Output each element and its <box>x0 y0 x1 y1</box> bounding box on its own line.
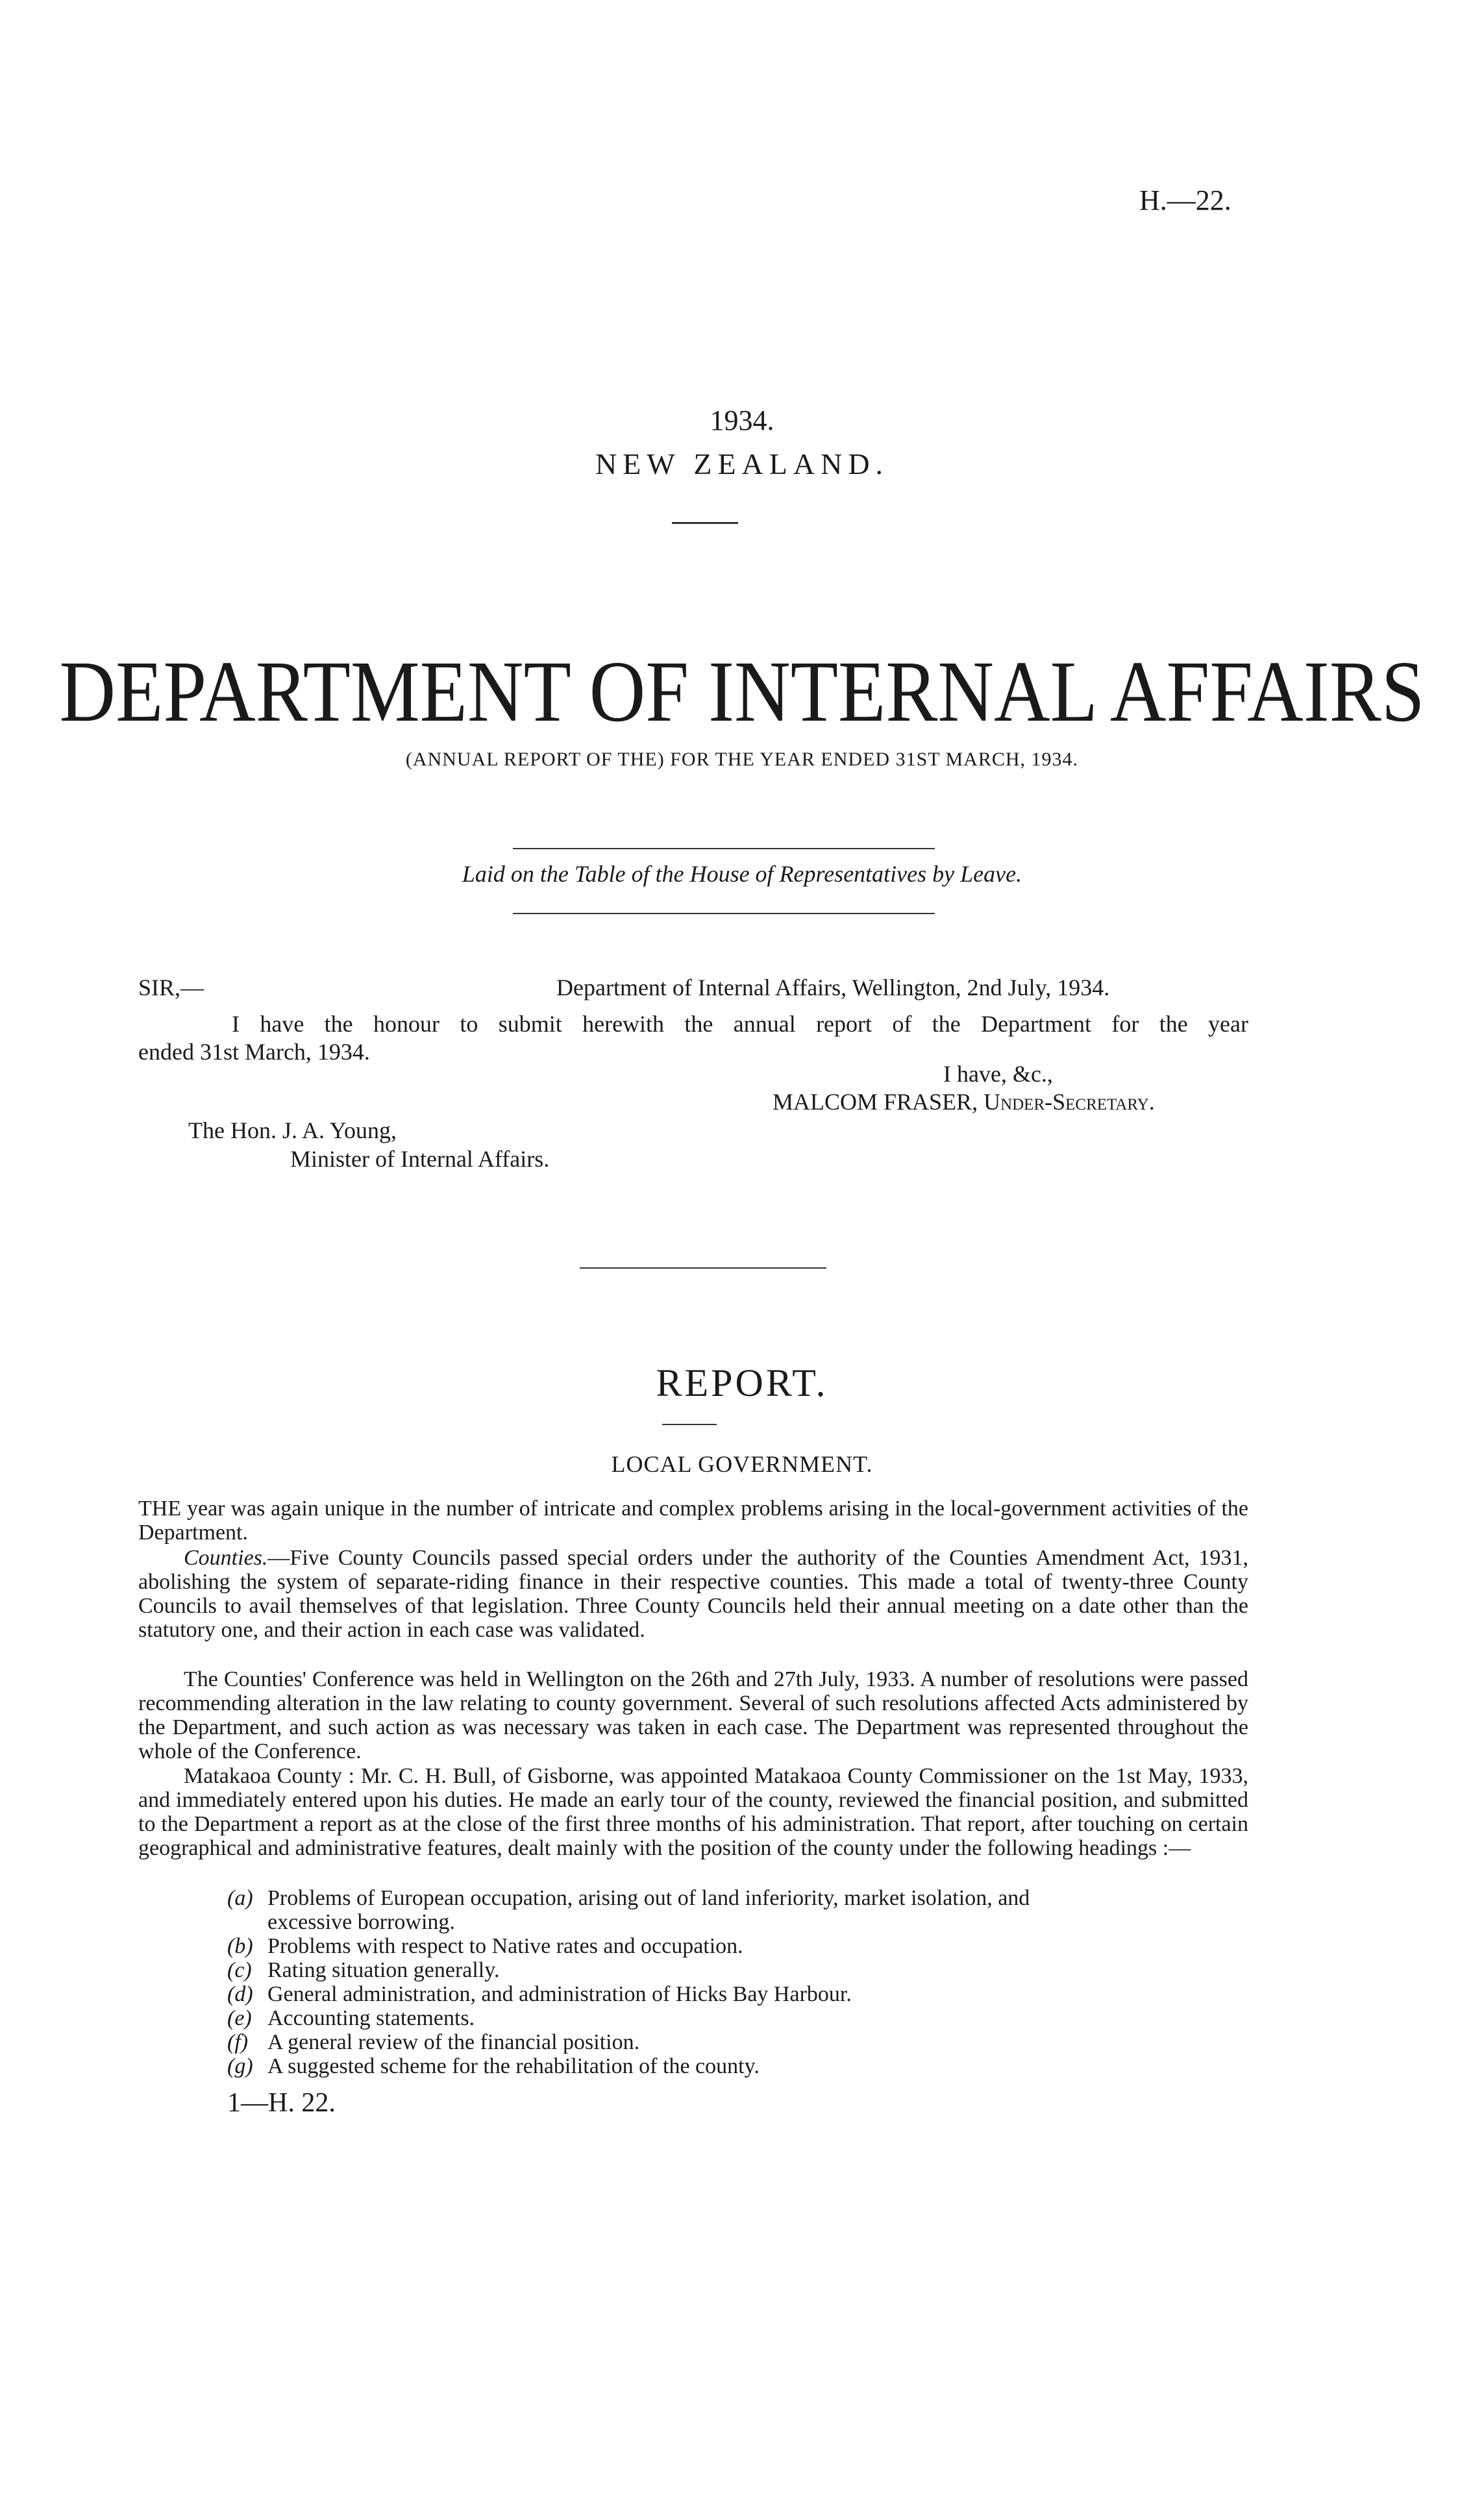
list-text: A general review of the financial position. <box>267 2030 640 2054</box>
counties-label: Counties. <box>184 1546 268 1570</box>
rule-bottom-laid <box>513 913 935 914</box>
list-text: A suggested scheme for the rehabilitation of the county. <box>267 2054 760 2078</box>
letter-body-line1: I have the honour to submit herewith the annual report of the Department for the year <box>232 1011 1248 1037</box>
addressee-line1: The Hon. J. A. Young, <box>188 1117 397 1143</box>
document-code: H.—22. <box>1139 184 1231 216</box>
document-title: DEPARTMENT OF INTERNAL AFFAIRS <box>59 643 1425 740</box>
list-label: (e) <box>227 2006 252 2030</box>
list-text: Problems of European occupation, arising out of land inferiority, market isolation, and <box>267 1886 1030 1910</box>
paragraph-counties <box>138 1546 1248 1642</box>
list-item <box>227 1886 1250 1910</box>
country: NEW ZEALAND. <box>595 447 889 480</box>
paragraph-conference <box>138 1667 1248 1763</box>
list-label: (c) <box>227 1958 252 1982</box>
list-item <box>227 2030 1250 2054</box>
list-item <box>227 2006 1250 2030</box>
list-text: excessive borrowing. <box>267 1910 455 1934</box>
letter-closing: I have, &c., <box>943 1061 1053 1087</box>
rule-report <box>662 1424 717 1425</box>
document-subtitle: (ANNUAL REPORT OF THE) FOR THE YEAR ENDED 31ST MARCH, 1934. <box>405 749 1079 770</box>
rule-country <box>672 522 738 524</box>
letter-address-date: Department of Internal Affairs, Wellington, 2nd July, 1934. <box>556 975 1110 1001</box>
rule-top-laid <box>513 848 935 849</box>
list-text: Problems with respect to Native rates and occupation. <box>267 1934 743 1958</box>
list-label: (d) <box>227 1982 253 2006</box>
section-heading: LOCAL GOVERNMENT. <box>611 1451 873 1477</box>
list-label: (b) <box>227 1934 253 1958</box>
rule-letter-end <box>580 1267 826 1269</box>
laid-note: Laid on the Table of the House of Representatives by Leave. <box>462 861 1022 887</box>
letter-signature: MALCOM FRASER, Under-Secretary. <box>773 1089 1155 1115</box>
paragraph-conference-text: The Counties' Conference was held in Wellington on the 26th and 27th July, 1933. A number of resolutions were passed recommending alteration in the law relating to county government. Several of such resolutions affected Acts administered by the Department, and such action as was necessary was taken in each case. The Department was represented throughout the whole of the Conference. <box>138 1667 1248 1763</box>
list-item <box>227 1934 1250 1958</box>
list-text: Rating situation generally. <box>267 1958 500 1982</box>
year: 1934. <box>710 404 774 436</box>
list-label: (f) <box>227 2030 249 2054</box>
list-text: General administration, and administration of Hicks Bay Harbour. <box>267 1982 852 2006</box>
list-label: (g) <box>227 2054 253 2078</box>
list-item <box>227 1958 1250 1982</box>
signature-mark: 1—H. 22. <box>227 2088 336 2118</box>
paragraph-intro <box>138 1497 1248 1545</box>
list-item <box>267 1910 1290 1934</box>
list-label: (a) <box>227 1886 253 1910</box>
paragraph-intro-text: THE year was again unique in the number of intricate and complex problems arising in the local-government activities of the Department. <box>138 1497 1248 1545</box>
list-text: Accounting statements. <box>267 2006 475 2030</box>
salutation: SIR,— <box>138 975 204 1001</box>
paragraph-matakaoa <box>138 1764 1248 1860</box>
report-heading: REPORT. <box>656 1361 828 1404</box>
paragraph-matakaoa-text: Matakaoa County : Mr. C. H. Bull, of Gisborne, was appointed Matakaoa County Commissioner on the 1st May, 1933, and immediately entered upon his duties. He made an early tour of the county, reviewed the financial position, and submitted to the Department a report as at the close of the first three months of his administration. That report, after touching on certain geographical and administrative features, dealt mainly with the position of the county under the following headings :— <box>138 1764 1248 1860</box>
list-item <box>227 2054 1250 2078</box>
letter-body-line2: ended 31st March, 1934. <box>138 1039 370 1065</box>
list-item <box>227 1982 1250 2006</box>
paragraph-counties-text: —Five County Councils passed special orders under the authority of the Counties Amendment Act, 1931, abolishing the system of separate-riding finance in their respective counties. This made a total of twenty-three County Councils to avail themselves of that legislation. Three County Councils held their annual meeting on a date other than the statutory one, and their action in each case was validated. <box>138 1546 1248 1642</box>
addressee-line2: Minister of Internal Affairs. <box>290 1146 550 1172</box>
